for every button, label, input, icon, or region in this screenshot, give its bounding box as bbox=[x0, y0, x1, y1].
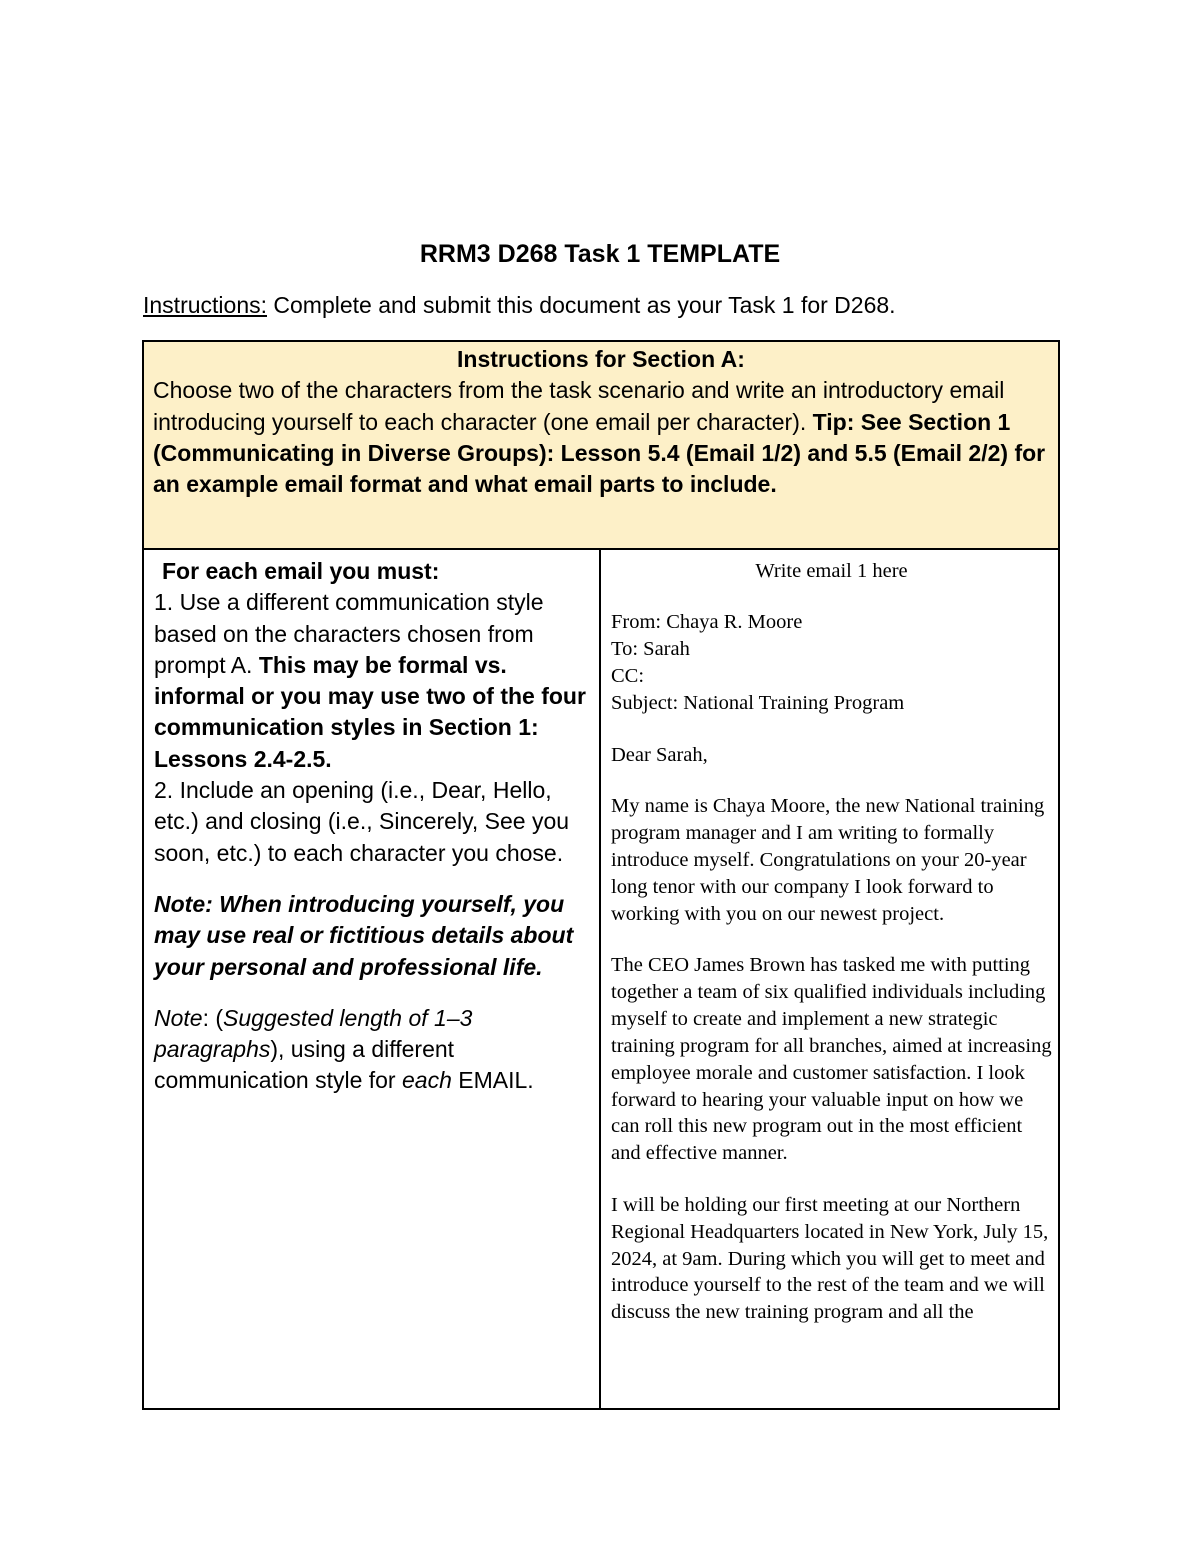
section-a-instructions bbox=[144, 342, 1058, 550]
requirements-cell bbox=[144, 550, 601, 1408]
section-a-body bbox=[153, 375, 1049, 500]
requirement-item-2: 2. Include an opening (i.e., Dear, Hello, etc.) and closing (i.e., Sincerely, See you soon, etc.) to each character you chose. bbox=[154, 777, 570, 866]
email-paragraph-1: My name is Chaya Moore, the new National training program manager and I am writing to formally introduce myself. Congratulations on your 20-year long tenor with our company I look forward to working with you on our newest project. bbox=[611, 794, 1045, 925]
section-a-heading: Instructions for Section A: bbox=[457, 346, 745, 372]
email-greeting: Dear Sarah, bbox=[611, 743, 708, 766]
requirements-heading: For each email you must: bbox=[162, 558, 440, 584]
note-label: Note bbox=[154, 1004, 203, 1031]
note-colon: : ( bbox=[202, 1004, 224, 1031]
email-paragraph-2: The CEO James Brown has tasked me with putting together a team of six qualified individuals including myself to create and implement a new strategic training program for all branches, aimed at increasing employee morale and customer satisfaction. I look forward to hearing your valuable input on how we can roll this new program out in the most efficient and effective manner. bbox=[611, 953, 1052, 1165]
instructions-line bbox=[143, 292, 896, 319]
email-heading: Write email 1 here bbox=[755, 560, 908, 582]
section-a-body-text: Choose two of the characters from the task scenario and write an introductory email introducing yourself to each character (one email per character). bbox=[153, 377, 1005, 435]
note-end-text: EMAIL. bbox=[451, 1067, 534, 1094]
email-response-cell[interactable] bbox=[601, 550, 1058, 1408]
email-from: From: Chaya R. Moore bbox=[611, 611, 803, 634]
note-personal-details: Note: When introducing yourself, you may use real or fictitious details about your personal and professional life. bbox=[154, 890, 574, 980]
document-title: RRM3 D268 Task 1 TEMPLATE bbox=[419, 240, 781, 268]
note-suggested-length-italic: Suggested length of 1–3 paragraphs bbox=[154, 1004, 473, 1063]
email-paragraph-3: I will be holding our first meeting at our Northern Regional Headquarters located in New York, July 15, 2024, at 9am. During which you will get to meet and introduce yourself to the rest of the team and we will discuss the new training program and all the bbox=[611, 1193, 1049, 1324]
email-cc: CC: bbox=[611, 665, 645, 688]
section-a-tip: Tip: See Section 1 (Communicating in Diverse Groups): Lesson 5.4 (Email 1/2) and 5.5 (Email 2/2) for an example email format and what email parts to include. bbox=[153, 408, 1046, 498]
note-middle-text: ), using a different communication style for bbox=[154, 1036, 455, 1094]
instructions-text: Complete and submit this document as your Task 1 for D268. bbox=[267, 292, 896, 318]
note-suggested-length bbox=[154, 1003, 590, 1097]
task-table bbox=[142, 340, 1060, 1410]
requirement-item-1-text: 1. Use a different communication style based on the characters chosen from prompt A. bbox=[154, 589, 544, 678]
requirement-item-1 bbox=[154, 587, 590, 775]
email-subject: Subject: National Training Program bbox=[611, 692, 905, 715]
instructions-label: Instructions: bbox=[143, 292, 267, 318]
note-each: each bbox=[401, 1067, 452, 1094]
requirement-item-1-bold: This may be formal vs. informal or you may use two of the four communication styles in Section 1: Lessons 2.4-2.5. bbox=[154, 651, 586, 772]
email-to: To: Sarah bbox=[611, 638, 690, 661]
